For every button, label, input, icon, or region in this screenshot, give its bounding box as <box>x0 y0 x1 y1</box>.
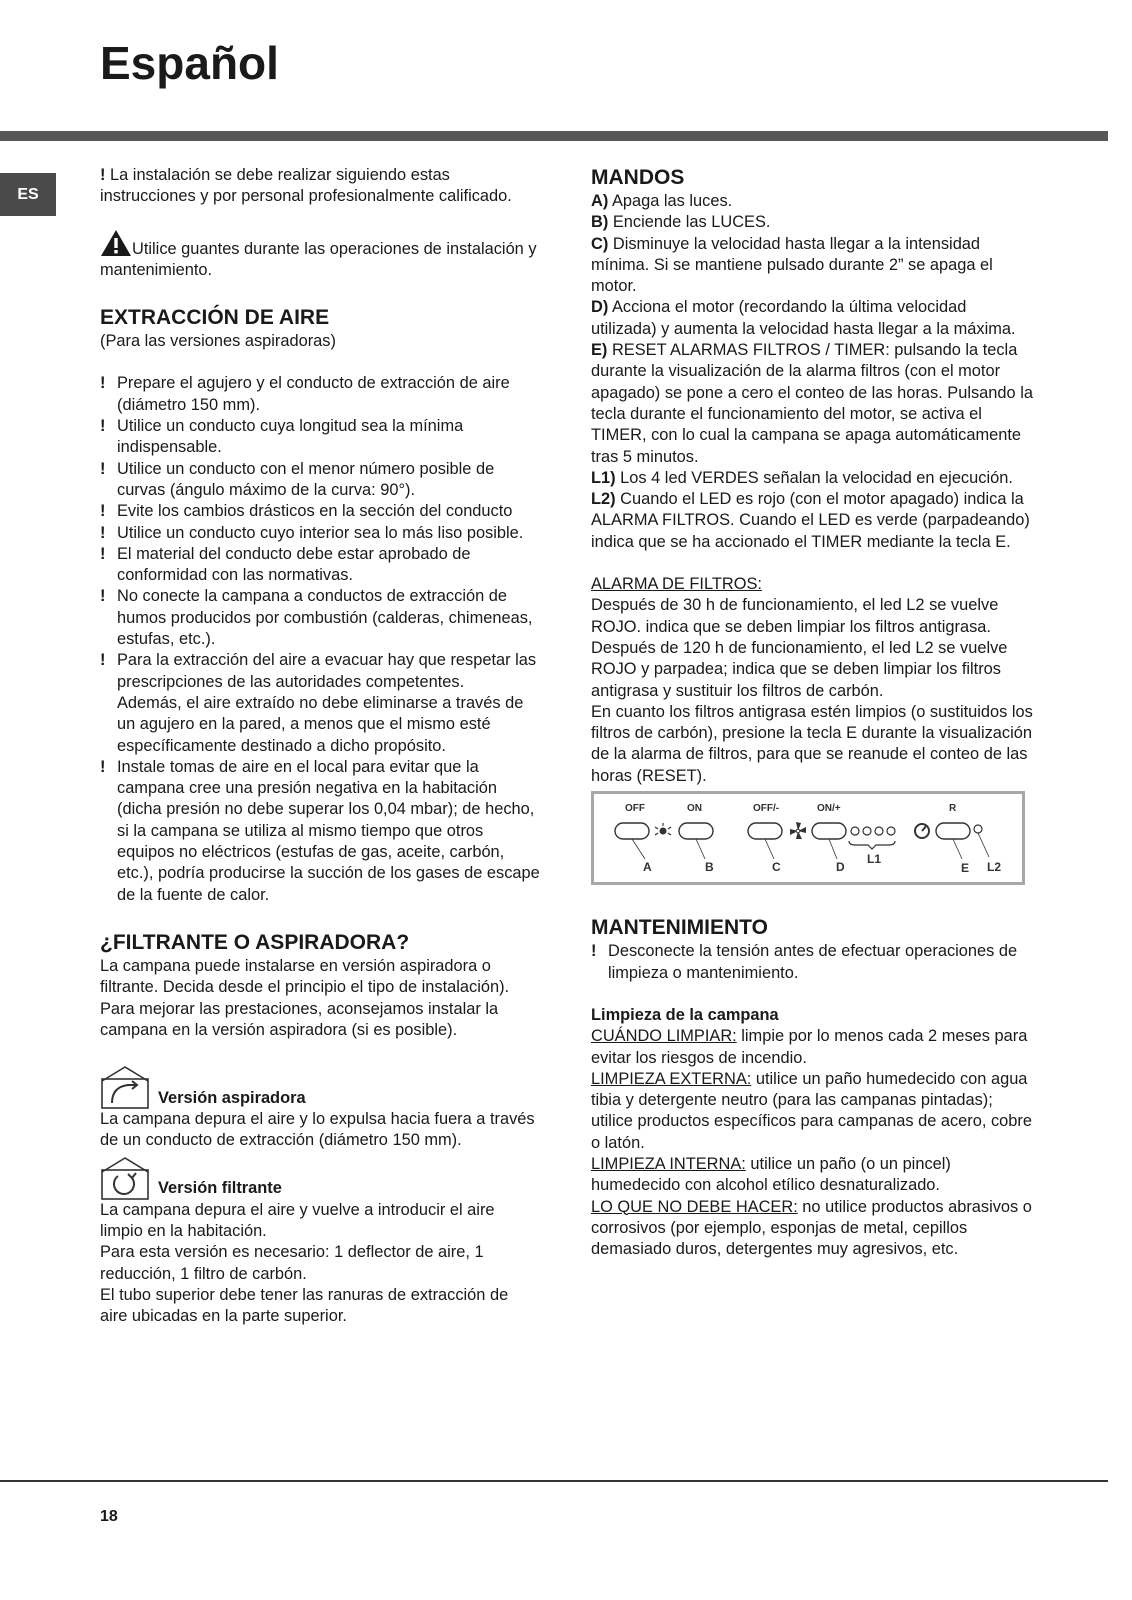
extraccion-heading: EXTRACCIÓN DE AIRE <box>100 306 330 330</box>
intro-note: ! La instalación se debe realizar siguiendo estas instrucciones y por personal profesionalmente calificado. <box>100 166 512 206</box>
label-c: C <box>772 860 781 875</box>
gloves-text: Utilice guantes durante las operaciones de instalación y mantenimiento. <box>100 239 537 279</box>
filtro-text-1: La campana depura el aire y vuelve a introducir el aire limpio en la habitación. <box>100 1200 495 1240</box>
extraction-mode-icon <box>100 1065 150 1109</box>
filtro-row <box>100 1156 540 1200</box>
list-item: ! Utilice un conducto cuya longitud sea la mínima indispensable. <box>100 417 464 457</box>
label-b: B <box>705 860 714 875</box>
language-tab: ES <box>0 173 56 216</box>
limpieza-externa: LIMPIEZA EXTERNA: utilice un paño humedecido con agua tibia y detergente neutro (para las campanas pintadas); utilice productos específicos para campanas de acero, cobre o latón. <box>591 1069 1032 1152</box>
label-l1: L1 <box>867 852 882 867</box>
mandos-item: D) Acciona el motor (recordando la última velocidad utilizada) y aumenta la velocidad hasta llegar a la máxima. <box>591 298 1016 338</box>
cuando-limpiar: CUÁNDO LIMPIAR: limpie por lo menos cada 2 meses para evitar los riesgos de incendio. <box>591 1027 1028 1067</box>
list-item: ! No conecte la campana a conductos de extracción de humos producidos por combustión (calderas, chimeneas, estufas, etc.). <box>100 587 533 649</box>
mandos-item: C) Disminuye la velocidad hasta llegar a la intensidad mínima. Si se mantiene pulsado durante 2” se apaga el motor. <box>591 234 993 296</box>
filtro-text-2: Para esta versión es necesario: 1 deflector de aire, 1 reducción, 1 filtro de carbón. <box>100 1243 484 1283</box>
aspiradora-title: Versión aspiradora <box>158 1088 306 1107</box>
list-item: ! Para la extracción del aire a evacuar hay que respetar las prescripciones de las autoridades competentes. Además, el aire extraído no debe eliminarse a través de un agujero en la pared, a menos que el mismo esté específicamente destinado a dicho propósito. <box>100 650 540 756</box>
filtrante-text: La campana puede instalarse en versión aspiradora o filtrante. Decida desde el principio el tipo de instalación). Para mejorar las prestaciones, aconsejamos instalar la campana en la versión aspiradora (si es posible). <box>100 956 510 1039</box>
label-d: D <box>836 860 845 875</box>
mandos-item: A) Apaga las luces. <box>591 192 733 210</box>
label-on-plus: ON/+ <box>817 803 841 815</box>
warning-icon <box>100 229 132 257</box>
gloves-note <box>100 229 540 282</box>
alarma-text-1: Después de 30 h de funcionamiento, el led L2 se vuelve ROJO. indica que se deben limpiar los filtros antigrasa. <box>591 596 999 636</box>
label-e: E <box>961 861 970 876</box>
lo-que-no-debe-hacer: LO QUE NO DEBE HACER: no utilice productos abrasivos o corrosivos (por ejemplo, esponjas de metal, cepillos demasiado duros, detergentes muy agresivos, etc. <box>591 1197 1032 1259</box>
header-rule <box>0 131 1108 141</box>
alarma-text-2: Después de 120 h de funcionamiento, el led L2 se vuelve ROJO y parpadea; indica que se deben limpiar los filtros antigrasa y sustituir los filtros de carbón. <box>591 638 1008 700</box>
mantenimiento-heading: MANTENIMIENTO <box>591 916 768 940</box>
footer-rule <box>0 1480 1108 1482</box>
extraccion-subtitle: (Para las versiones aspiradoras) <box>100 332 336 351</box>
aspiradora-row <box>100 1065 540 1109</box>
label-a: A <box>643 860 652 875</box>
limpieza-subtitle: Limpieza de la campana <box>591 1005 779 1024</box>
limpieza-interna: LIMPIEZA INTERNA: utilice un paño (o un pincel) humedecido con alcohol etílico desnaturalizado. <box>591 1154 951 1195</box>
list-item: ! Evite los cambios drásticos en la sección del conducto <box>100 502 513 521</box>
filtro-title: Versión filtrante <box>158 1179 282 1198</box>
aspiradora-text: La campana depura el aire y lo expulsa hacia fuera a través de un conducto de extracción (diámetro 150 mm). <box>100 1110 535 1150</box>
list-item: ! Prepare el agujero y el conducto de extracción de aire (diámetro 150 mm). <box>100 374 510 414</box>
label-r: R <box>949 803 957 815</box>
list-item: ! El material del conducto debe estar aprobado de conformidad con las normativas. <box>100 544 471 585</box>
list-item: ! Instale tomas de aire en el local para evitar que la campana cree una presión negativa en la habitación (dicha presión no debe superar los 0,04 mbar); de hecho, si la campana se utiliza al mismo tiempo que otros equipos no eléctricos (estufas de gas, aceite, carbón, etc.), podría producirse la succión de los gases de escape de la fuente de calor. <box>100 757 540 904</box>
alarma-text-3: En cuanto los filtros antigrasa estén limpios (o sustituidos los filtros de carbón), presione la tecla E durante la visualización de la alarma de filtros, para que se reanude el conteo de las horas (RESET). <box>591 702 1033 785</box>
mandos-heading: MANDOS <box>591 166 685 189</box>
label-off: OFF <box>625 803 645 815</box>
right-column <box>591 165 1033 1260</box>
mandos-item: L1) Los 4 led VERDES señalan la velocidad en ejecución. <box>591 468 1013 487</box>
alarma-heading: ALARMA DE FILTROS: <box>591 575 762 594</box>
mandos-item: E) RESET ALARMAS FILTROS / TIMER: pulsando la tecla durante la visualización de la alarma filtros (con el motor apagado) se pone a cero el conteo de las horas. Pulsando la tecla durante el funcionamiento del motor, se activa el TIMER, con lo cual la campana se apaga automáticamente tras 5 minutos. <box>591 341 1033 466</box>
list-item: ! Utilice un conducto con el menor número posible de curvas (ángulo máximo de la curva: 90°). <box>100 459 495 499</box>
maintenance-warning: ! Desconecte la tensión antes de efectuar operaciones de limpieza o mantenimiento. <box>591 942 1018 982</box>
control-panel-diagram <box>591 791 1025 885</box>
list-item: ! Utilice un conducto cuyo interior sea lo más liso posible. <box>100 523 524 542</box>
intro-text: La instalación se debe realizar siguiendo estas instrucciones y por personal profesionalmente calificado. <box>100 166 512 206</box>
filtrante-heading: ¿FILTRANTE O ASPIRADORA? <box>100 930 410 954</box>
label-l2: L2 <box>987 860 1002 875</box>
page-title: Español <box>100 37 279 89</box>
filtro-text-3: El tubo superior debe tener las ranuras de extracción de aire ubicadas en la parte superior. <box>100 1285 509 1326</box>
mandos-item: B) Enciende las LUCES. <box>591 213 771 232</box>
left-column <box>100 165 540 1327</box>
label-off-minus: OFF/- <box>753 803 780 815</box>
recirculation-mode-icon <box>100 1156 150 1200</box>
page-number: 18 <box>100 1508 118 1525</box>
label-on: ON <box>687 803 702 815</box>
list-item-extra: Además, el aire extraído no debe eliminarse a través de un agujero en la pared, a menos que el mismo esté específicamente destinado a dicho propósito. <box>117 693 524 755</box>
mandos-item: L2) Cuando el LED es rojo (con el motor apagado) indica la ALARMA FILTROS. Cuando el LED es verde (parpadeando) indica que se ha accionado el TIMER mediante la tecla E. <box>591 490 1030 551</box>
